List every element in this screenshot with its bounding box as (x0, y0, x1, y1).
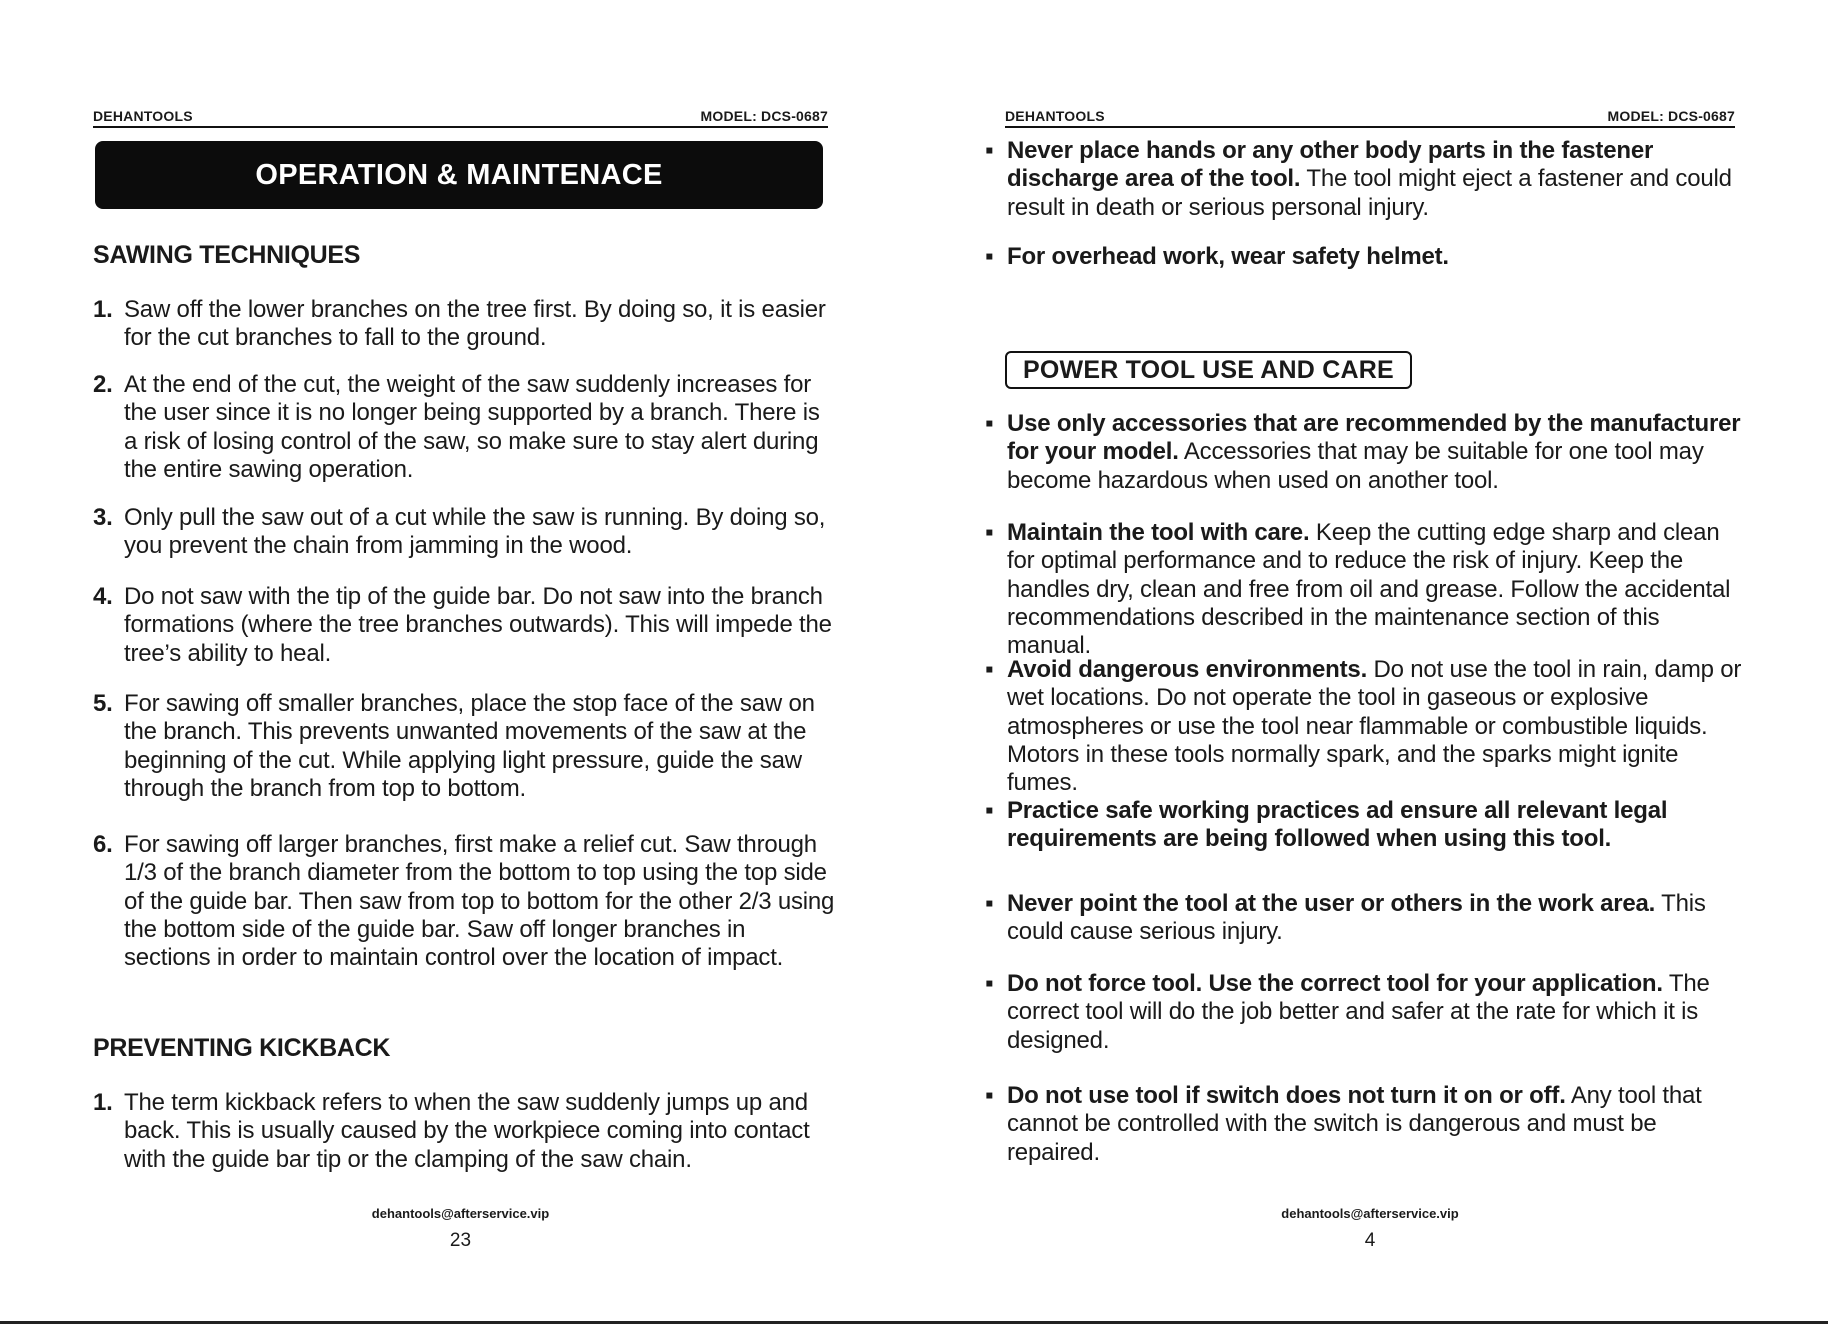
bullet-square-icon: ▪ (985, 797, 994, 824)
bullet-text: Do not use the tool in rain, damp or wet locations. Do not operate the tool in gaseous or explosive atmospheres or use the tool near flammable or combustible liquids. Motors in these tools normally spark, and the sparks might ignite fumes. (1007, 656, 1742, 797)
item-text: Saw off the lower branches on the tree first. By doing so, it is easier for the cut branches to fall to the ground. (124, 296, 826, 352)
sawing-techniques-title: SAWING TECHNIQUES (93, 241, 361, 269)
bullet-item (985, 519, 1745, 660)
bullet-bold-lead: Use only accessories that are recommended by the manufacturer for your model. (1007, 410, 1741, 466)
power-tool-section-title: POWER TOOL USE AND CARE (1005, 351, 1412, 389)
bullet-item (985, 797, 1745, 854)
bullet-bold-lead: For overhead work, wear safety helmet. (1007, 243, 1449, 270)
list-item (93, 1089, 838, 1174)
bullet-text: Keep the cutting edge sharp and clean for optimal performance and to reduce the risk of injury. Keep the handles dry, clean and free from oil and grease. Follow the accidental recommendations described in the maintenance section of this manual. (1007, 519, 1731, 660)
bullet-item (985, 656, 1745, 797)
bullet-text: The correct tool will do the job better and safer at the rate for which it is designed. (1007, 970, 1710, 1054)
bullet-bold-lead: Practice safe working practices ad ensure all relevant legal requirements are being followed when using this tool. (1007, 797, 1668, 853)
list-item (93, 690, 838, 803)
bullet-bold-lead: Do not force tool. Use the correct tool for your application. (1007, 970, 1663, 997)
bullet-bold-lead: Never point the tool at the user or others in the work area. (1007, 890, 1656, 917)
item-text: The term kickback refers to when the saw suddenly jumps up and back. This is usually caused by the workpiece coming into contact with the guide bar tip or the clamping of the saw chain. (124, 1089, 810, 1173)
bullet-square-icon: ▪ (985, 519, 994, 546)
bullet-square-icon: ▪ (985, 890, 994, 917)
list-item (93, 583, 838, 668)
bullet-bold-lead: Never place hands or any other body parts in the fastener discharge area of the tool. (1007, 137, 1654, 193)
bullet-square-icon: ▪ (985, 410, 994, 437)
item-number: 1. (93, 296, 113, 323)
bullet-item (985, 890, 1745, 947)
bullet-square-icon: ▪ (985, 137, 994, 164)
item-number: 1. (93, 1089, 113, 1116)
bullet-item (985, 137, 1745, 222)
item-number: 3. (93, 504, 113, 531)
list-item (93, 831, 838, 972)
list-item (93, 504, 838, 561)
left-page (93, 0, 835, 1300)
list-item (93, 296, 838, 353)
bullet-square-icon: ▪ (985, 656, 994, 683)
brand-name: DEHANTOOLS (1005, 108, 1105, 124)
page-number: 23 (449, 1230, 472, 1251)
item-text: Do not saw with the tip of the guide bar. Do not saw into the branch formations (where the tree branches outwards). This will impede the tree’s ability to heal. (124, 583, 832, 667)
bullet-text: This could cause serious injury. (1007, 890, 1706, 946)
bullet-bold-lead: Maintain the tool with care. (1007, 519, 1310, 546)
bullet-item (985, 970, 1745, 1055)
bullet-item (985, 410, 1745, 495)
item-number: 4. (93, 583, 113, 610)
bullet-bold-lead: Avoid dangerous environments. (1007, 656, 1368, 683)
bullet-square-icon: ▪ (985, 970, 994, 997)
bullet-item (985, 1082, 1745, 1167)
item-text: For sawing off larger branches, first make a relief cut. Saw through 1/3 of the branch diameter from the bottom to top using the top side of the guide bar. Then saw from top to bottom for the other 2/3 using the bottom side of the guide bar. Saw off longer branches in sections in order to maintain control over the location of impact. (124, 831, 835, 972)
item-number: 2. (93, 371, 113, 398)
right-page (985, 0, 1742, 1300)
bullet-bold-lead: Do not use tool if switch does not turn it on or off. (1007, 1082, 1566, 1109)
brand-name: DEHANTOOLS (93, 108, 193, 124)
support-email: dehantools@afterservice.vip (1281, 1206, 1459, 1221)
bullet-square-icon: ▪ (985, 243, 994, 270)
section-banner: OPERATION & MAINTENACE (95, 141, 823, 209)
model-number: MODEL: DCS-0687 (700, 108, 828, 124)
list-item (93, 371, 838, 484)
item-text: At the end of the cut, the weight of the saw suddenly increases for the user since it is no longer being supported by a branch. There is a risk of losing control of the saw, so make sure to stay alert during the entire sawing operation. (124, 371, 820, 483)
item-number: 5. (93, 690, 113, 717)
model-number: MODEL: DCS-0687 (1607, 108, 1735, 124)
item-text: Only pull the saw out of a cut while the saw is running. By doing so, you prevent the chain from jamming in the wood. (124, 504, 826, 560)
page-header (93, 104, 828, 128)
bullet-square-icon: ▪ (985, 1082, 994, 1109)
item-number: 6. (93, 831, 113, 858)
support-email: dehantools@afterservice.vip (371, 1206, 550, 1221)
page-number: 4 (1364, 1230, 1376, 1251)
bullet-text: Any tool that cannot be controlled with the switch is dangerous and must be repaired. (1007, 1082, 1702, 1166)
bullet-text: Accessories that may be suitable for one tool may become hazardous when used on another tool. (1007, 438, 1704, 494)
page-header (1005, 104, 1735, 128)
bullet-item (985, 243, 1449, 271)
item-text: For sawing off smaller branches, place the stop face of the saw on the branch. This prevents unwanted movements of the saw at the beginning of the cut. While applying light pressure, guide the saw through the branch from top to bottom. (124, 690, 815, 802)
bullet-text: The tool might eject a fastener and could result in death or serious personal injury. (1007, 165, 1732, 221)
preventing-kickback-title: PREVENTING KICKBACK (93, 1034, 391, 1062)
